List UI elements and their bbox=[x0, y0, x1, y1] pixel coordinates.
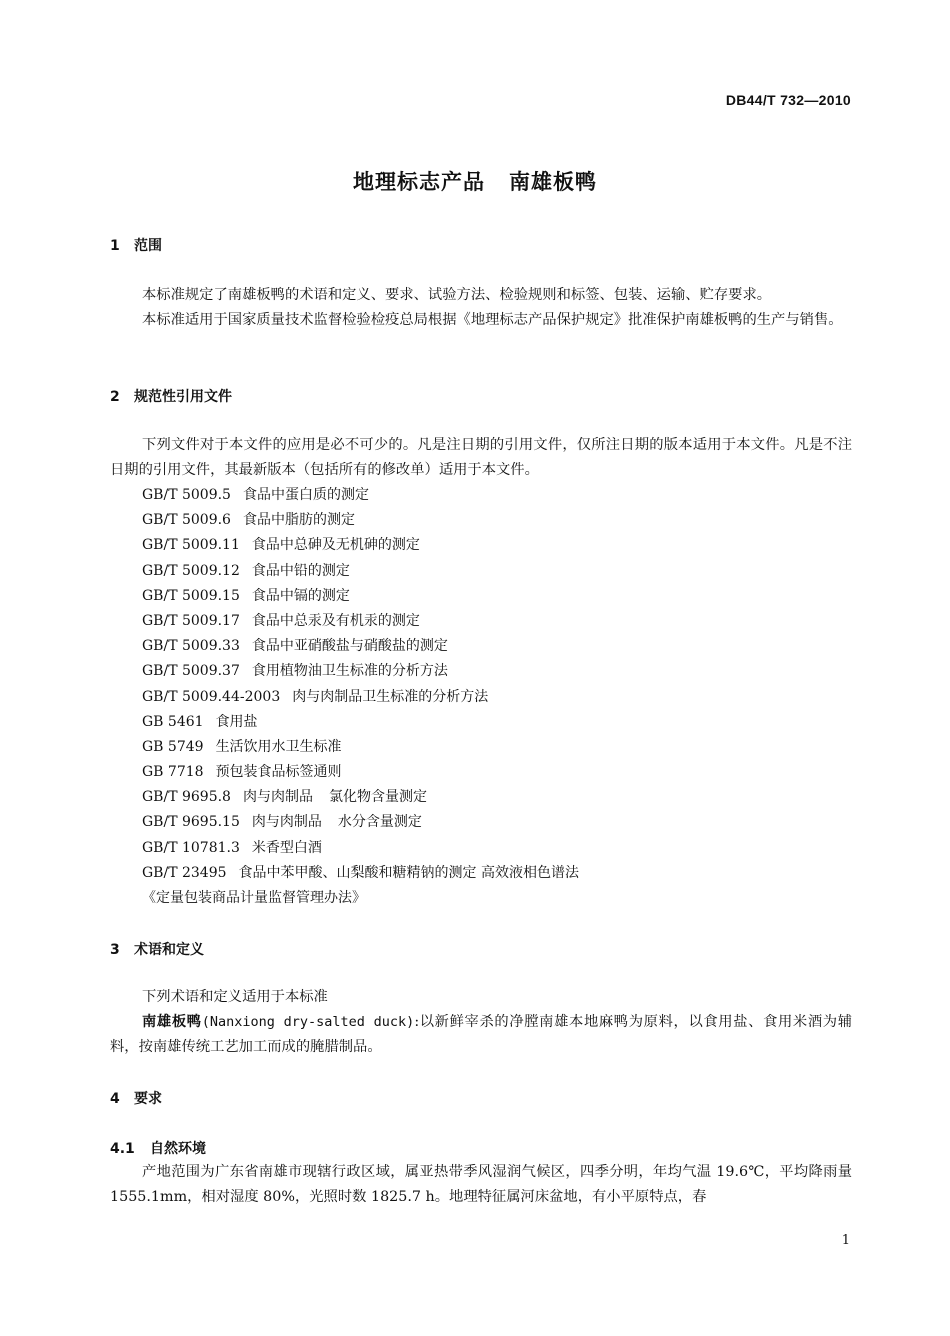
section-number: 4.1 bbox=[110, 1141, 135, 1157]
section-3-heading bbox=[110, 939, 204, 959]
term-name: 南雄板鸭 bbox=[142, 1014, 202, 1030]
section-4-heading bbox=[110, 1088, 162, 1108]
term-definition bbox=[110, 1010, 852, 1060]
section-1-heading bbox=[110, 235, 162, 255]
environment-paragraph: 产地范围为广东省南雄市现辖行政区域，属亚热带季风湿润气候区，四季分明，年均气温 19.6℃，平均降雨量 1555.1mm，相对湿度 80%，光照时数 1825.7 h。地理特征属河床盆地，有小平原特点，春 bbox=[110, 1164, 852, 1205]
title-part-2: 南雄板鸭 bbox=[509, 170, 597, 194]
term-english: (Nanxiong dry-salted duck) bbox=[201, 1014, 415, 1030]
reference-item: GB/T 5009.11 食品中总砷及无机砷的测定 bbox=[142, 537, 420, 554]
document-title bbox=[0, 166, 950, 196]
section-title: 规范性引用文件 bbox=[134, 389, 232, 405]
scope-paragraph-1: 本标准规定了南雄板鸭的术语和定义、要求、试验方法、检验规则和标签、包装、运输、贮存要求。 bbox=[142, 287, 772, 303]
reference-item: GB/T 5009.6 食品中脂肪的测定 bbox=[142, 512, 355, 529]
reference-item: GB 5461 食用盐 bbox=[142, 713, 258, 730]
reference-item: GB 7718 预包装食品标签通则 bbox=[142, 764, 342, 781]
terms-intro: 下列术语和定义适用于本标准 bbox=[142, 989, 328, 1005]
reference-item: GB/T 5009.12 食品中铅的测定 bbox=[142, 562, 350, 579]
reference-item: GB/T 5009.33 食品中亚硝酸盐与硝酸盐的测定 bbox=[142, 638, 448, 655]
section-number: 3 bbox=[110, 942, 120, 958]
section-2-heading bbox=[110, 386, 232, 406]
reference-item: GB/T 9695.15 肉与肉制品 水分含量测定 bbox=[142, 814, 422, 831]
reference-list bbox=[142, 483, 579, 911]
reference-item: GB/T 23495 食品中苯甲酸、山梨酸和糖精钠的测定 高效液相色谱法 bbox=[142, 864, 579, 881]
reference-item: GB 5749 生活饮用水卫生标准 bbox=[142, 738, 342, 755]
reference-item: GB/T 5009.17 食品中总汞及有机汞的测定 bbox=[142, 612, 420, 629]
section-4-1-heading bbox=[110, 1138, 206, 1158]
reference-item: GB/T 5009.15 食品中镉的测定 bbox=[142, 587, 350, 604]
title-part-1: 地理标志产品 bbox=[353, 170, 485, 194]
section-title: 自然环境 bbox=[150, 1141, 206, 1157]
reference-item: 《定量包装商品计量监督管理办法》 bbox=[142, 890, 366, 906]
reference-item: GB/T 9695.8 肉与肉制品 氯化物含量测定 bbox=[142, 789, 427, 806]
term-description: :以新鲜宰杀的净膛南雄本地麻鸭为原料，以食用盐、食用米酒为辅料，按南雄传统工艺加工而成的腌腊制品。 bbox=[110, 1014, 853, 1055]
reference-item: GB/T 5009.37 食用植物油卫生标准的分析方法 bbox=[142, 663, 448, 680]
references-intro: 下列文件对于本文件的应用是必不可少的。凡是注日期的引用文件，仅所注日期的版本适用于本文件。凡是不注日期的引用文件，其最新版本（包括所有的修改单）适用于本文件。 bbox=[110, 437, 852, 478]
section-title: 范围 bbox=[134, 238, 162, 254]
reference-item: GB/T 5009.44-2003 肉与肉制品卫生标准的分析方法 bbox=[142, 688, 489, 705]
scope-paragraph-2: 本标准适用于国家质量技术监督检验检疫总局根据《地理标志产品保护规定》批准保护南雄板鸭的生产与销售。 bbox=[142, 312, 843, 328]
standard-code: DB44/T 732—2010 bbox=[725, 92, 851, 108]
section-number: 2 bbox=[110, 389, 120, 405]
reference-item: GB/T 10781.3 米香型白酒 bbox=[142, 839, 322, 856]
reference-item: GB/T 5009.5 食品中蛋白质的测定 bbox=[142, 487, 369, 503]
section-title: 术语和定义 bbox=[134, 942, 204, 958]
section-number: 4 bbox=[110, 1091, 120, 1107]
page-number: 1 bbox=[841, 1233, 850, 1248]
section-number: 1 bbox=[110, 238, 120, 254]
section-title: 要求 bbox=[134, 1091, 162, 1107]
